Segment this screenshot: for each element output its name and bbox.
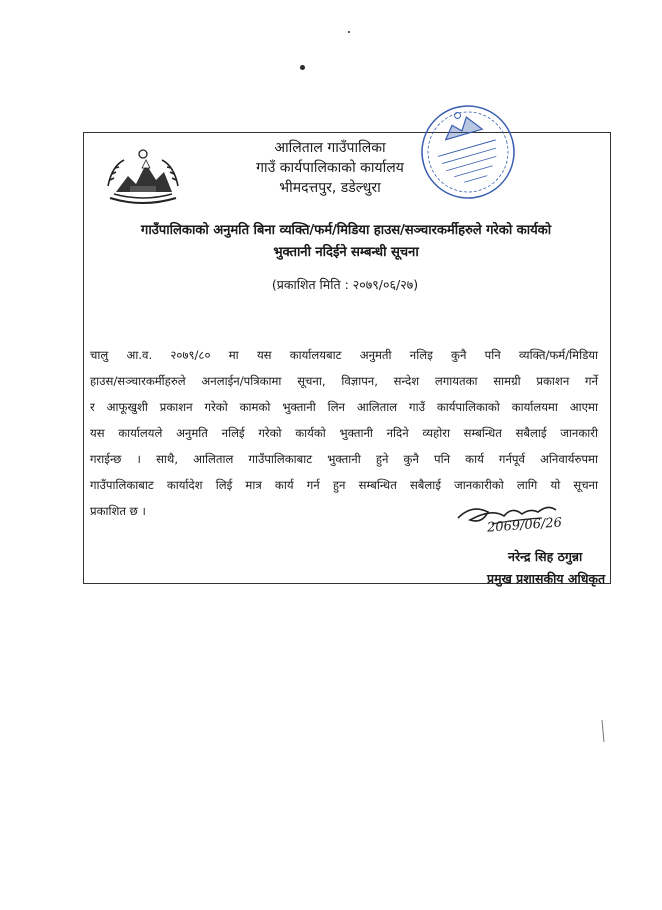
office-name: आलिताल गाउँपालिका xyxy=(274,140,386,156)
scan-mark xyxy=(600,720,606,742)
body-line: हाउस/सञ्चारकर्मीहरुले अनलाईन/पत्रिकामा सूचना, विज्ञापन, सन्देश लगायतका सामग्री प्रकाशन गर्ने xyxy=(90,374,598,388)
body-line: यस कार्यालयले अनुमति नलिई गरेको कार्यको भुक्तानी नदिने व्यहोरा सम्बन्धित सबैलाई जानकारी xyxy=(90,426,598,440)
signature-date: 2069/06/26 xyxy=(486,515,563,536)
office-line: गाउँ कार्यपालिकाको कार्यालय xyxy=(256,160,404,176)
published-date: (प्रकाशित मिति : २०७९/०६/२७) xyxy=(271,277,419,292)
office-seal-stamp xyxy=(416,100,520,204)
office-address: भीमदत्तपुर, डडेल्धुरा xyxy=(279,180,381,196)
scan-speck xyxy=(348,31,350,33)
office-header xyxy=(240,138,420,198)
notice-body xyxy=(90,342,598,524)
signatory-title: प्रमुख प्रशासकीय अधिकृत xyxy=(487,571,606,586)
notice-title-line-1: गाउँपालिकाको अनुमति बिना व्यक्ति/फर्म/मिडिया हाउस/सञ्चारकर्मीहरुले गरेको कार्यको xyxy=(140,223,552,238)
signatory-name: नरेन्द्र सिह ठगुन्ना xyxy=(508,549,583,564)
body-line: र आफूखुशी प्रकाशन गरेको कामको भुक्तानी लिन आलिताल गाउँ कार्यपालिकाको कार्यालयमा आएमा xyxy=(90,400,598,414)
body-line: प्रकाशित छ । xyxy=(90,504,146,518)
scan-speck xyxy=(300,65,305,70)
body-line: गराईन्छ । साथै, आलिताल गाउँपालिकाबाट भुक्तानी हुने कुनै पनि कार्य गर्नपूर्व अनिवार्यरुपमा xyxy=(90,452,598,466)
notice-title-line-2: भुक्तानी नदिईने सम्बन्धी सूचना xyxy=(273,245,419,260)
nepal-emblem-icon xyxy=(106,146,180,206)
body-line: चालु आ.व. २०७९/८० मा यस कार्यालयबाट अनुमती नलिइ कुनै पनि व्यक्ति/फर्म/मिडिया xyxy=(90,348,598,362)
body-line: गाउँपालिकाबाट कार्यादेश लिई मात्र कार्य गर्न हुन सम्बन्धित सबैलाई जानकारीको लागि यो सूचना xyxy=(90,478,598,492)
notice-title xyxy=(86,220,606,264)
